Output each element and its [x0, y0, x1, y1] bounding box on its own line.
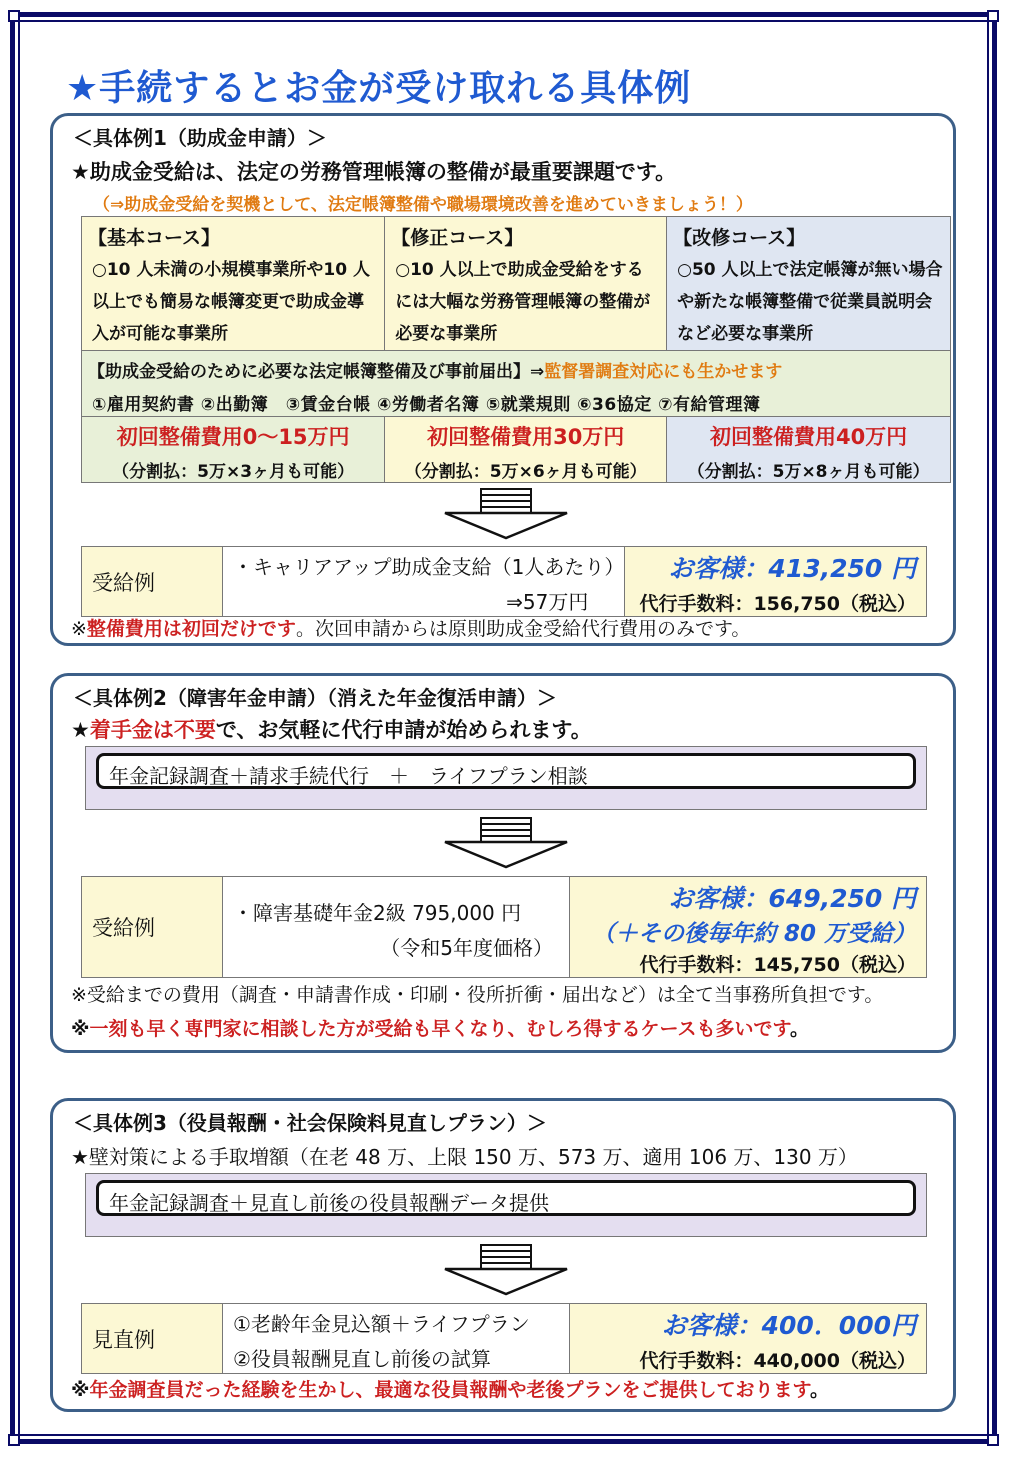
service-description: 年金記録調査＋請求手続代行 ＋ ライフプラン相談 — [96, 753, 916, 789]
example-2-note-1: ※受給までの費用（調査・申請書作成・印刷・役所折衝・届出など）は全て当事務所負担です。 — [71, 984, 884, 1006]
annual-benefit: （＋その後毎年約 80 万受給） — [591, 921, 916, 947]
note-accent: 年金調査員だった経験を生かし、最適な役員報酬や老後プランをご提供しております — [89, 1379, 810, 1401]
example-1-note — [71, 614, 750, 641]
service-box-3 — [85, 1173, 927, 1237]
note-accent: 整備費用は初回だけです — [86, 618, 296, 640]
example-1-sublead: （⇒助成金受給を契機として、法定帳簿整備や職場環境改善を進めていきましょう！） — [93, 195, 753, 215]
result-label: 見直例 — [82, 1304, 223, 1374]
course-renovate — [667, 217, 951, 351]
course-table — [81, 216, 951, 483]
lead-text: で、お気軽に代行申請が始められます。 — [215, 718, 592, 742]
example-3-note — [71, 1375, 829, 1402]
result-table-2 — [81, 876, 927, 978]
result-table-3 — [81, 1303, 927, 1374]
course-desc: ○10 人以上で助成金受給をするには大幅な労務管理帳簿の整備が必要な事業所 — [395, 260, 651, 344]
note-mark: ※ — [71, 1018, 90, 1040]
course-basic — [82, 217, 385, 351]
note-text: 。次回申請からは原則助成金受給代行費用のみです。 — [295, 618, 751, 640]
service-box-2 — [85, 746, 927, 810]
frame-corner — [987, 10, 999, 22]
result-price — [570, 1304, 927, 1374]
cost-amount: 初回整備費用40万円 — [709, 425, 908, 449]
course-desc: ○10 人未満の小規模事業所や10 人以上でも簡易な帳簿変更で助成金導入が可能な事業所 — [92, 260, 370, 344]
course-desc: ○50 人以上で法定帳簿が無い場合や新たな帳簿整備で従業員説明会など必要な事業所 — [677, 260, 943, 344]
note-mark: ※ — [71, 618, 87, 640]
cost-installment: （分割払：5万×3ヶ月も可能） — [112, 462, 355, 482]
course-name: 【修正コース】 — [391, 227, 524, 249]
required-docs — [82, 351, 951, 417]
result-line: ②役員報酬見直し前後の試算 — [233, 1347, 491, 1371]
cost-amount: 初回整備費用30万円 — [427, 425, 625, 449]
example-2-note-2 — [71, 1014, 809, 1041]
lead-accent: 着手金は不要 — [89, 718, 216, 742]
note-mark: ※ — [71, 1379, 90, 1401]
cost-installment: （分割払：5万×6ヶ月も可能） — [404, 462, 647, 482]
example-2-heading: ＜具体例2（障害年金申請）（消えた年金復活申請）＞ — [73, 686, 557, 710]
example-3-section — [50, 1098, 956, 1412]
docs-heading-accent: 監督署調査対応にも生かせます — [544, 362, 783, 382]
example-3-lead: ★壁対策による手取増額（在老 48 万、上限 150 万、573 万、適用 106 万、130 万） — [71, 1145, 858, 1169]
agency-fee: 代行手数料：145,750（税込） — [639, 954, 916, 976]
course-name: 【改修コース】 — [673, 227, 806, 249]
result-line: （令和5年度価格） — [380, 936, 553, 960]
result-price — [570, 877, 927, 978]
result-line: ・障害基礎年金2級 795,000 円 — [233, 901, 522, 925]
course-name: 【基本コース】 — [88, 227, 221, 249]
example-1-section — [50, 113, 956, 646]
result-label: 受給例 — [82, 877, 223, 978]
example-3-heading: ＜具体例3（役員報酬・社会保険料見直しプラン）＞ — [73, 1111, 547, 1135]
result-price — [625, 547, 927, 617]
result-line: ①老齢年金見込額＋ライフプラン — [233, 1312, 530, 1336]
result-detail — [223, 1304, 570, 1374]
note-accent: 一刻も早く専門家に相談した方が受給も早くなり、むしろ得するケースも多いです — [89, 1018, 791, 1040]
lead-star: ★ — [71, 718, 90, 742]
result-detail — [223, 877, 570, 978]
docs-heading: 【助成金受給のために必要な法定帳簿整備及び事前届出】⇒ — [88, 362, 545, 382]
docs-list: ①雇用契約書 ②出勤簿 ③賃金台帳 ④労働者名簿 ⑤就業規則 ⑥36協定 ⑦有給管理簿 — [92, 395, 761, 415]
result-line: ⇒57万円 — [506, 590, 589, 614]
example-1-heading: ＜具体例1（助成金申請）＞ — [73, 126, 327, 150]
result-detail — [223, 547, 625, 617]
customer-price: お客様：400．000円 — [661, 1311, 916, 1340]
frame-corner — [8, 1434, 20, 1446]
note-end: 。 — [790, 1018, 810, 1040]
frame-corner — [8, 10, 20, 22]
frame-corner — [987, 1434, 999, 1446]
cost-installment: （分割払：5万×8ヶ月も可能） — [687, 462, 930, 482]
down-arrow-icon — [443, 488, 569, 540]
down-arrow-icon — [443, 817, 569, 869]
service-description: 年金記録調査＋見直し前後の役員報酬データ提供 — [96, 1180, 916, 1216]
down-arrow-icon — [443, 1244, 569, 1296]
cost-basic — [82, 417, 385, 483]
cost-modify — [385, 417, 667, 483]
example-2-section — [50, 673, 956, 1053]
agency-fee: 代行手数料：156,750（税込） — [639, 593, 916, 615]
result-line: ・キャリアアップ助成金支給（1人あたり） — [233, 555, 625, 579]
course-modify — [385, 217, 667, 351]
customer-price: お客様：649,250 円 — [668, 884, 916, 913]
page-title: ★手続するとお金が受け取れる具体例 — [66, 68, 692, 109]
example-1-lead: ★助成金受給は、法定の労務管理帳簿の整備が最重要課題です。 — [71, 160, 677, 184]
cost-renovate — [667, 417, 951, 483]
result-label: 受給例 — [82, 547, 223, 617]
result-table-1 — [81, 546, 927, 617]
example-2-lead — [71, 714, 592, 744]
cost-amount: 初回整備費用0～15万円 — [116, 425, 350, 449]
customer-price: お客様：413,250 円 — [668, 554, 916, 583]
agency-fee: 代行手数料：440,000（税込） — [639, 1350, 916, 1372]
note-end: 。 — [809, 1379, 829, 1401]
